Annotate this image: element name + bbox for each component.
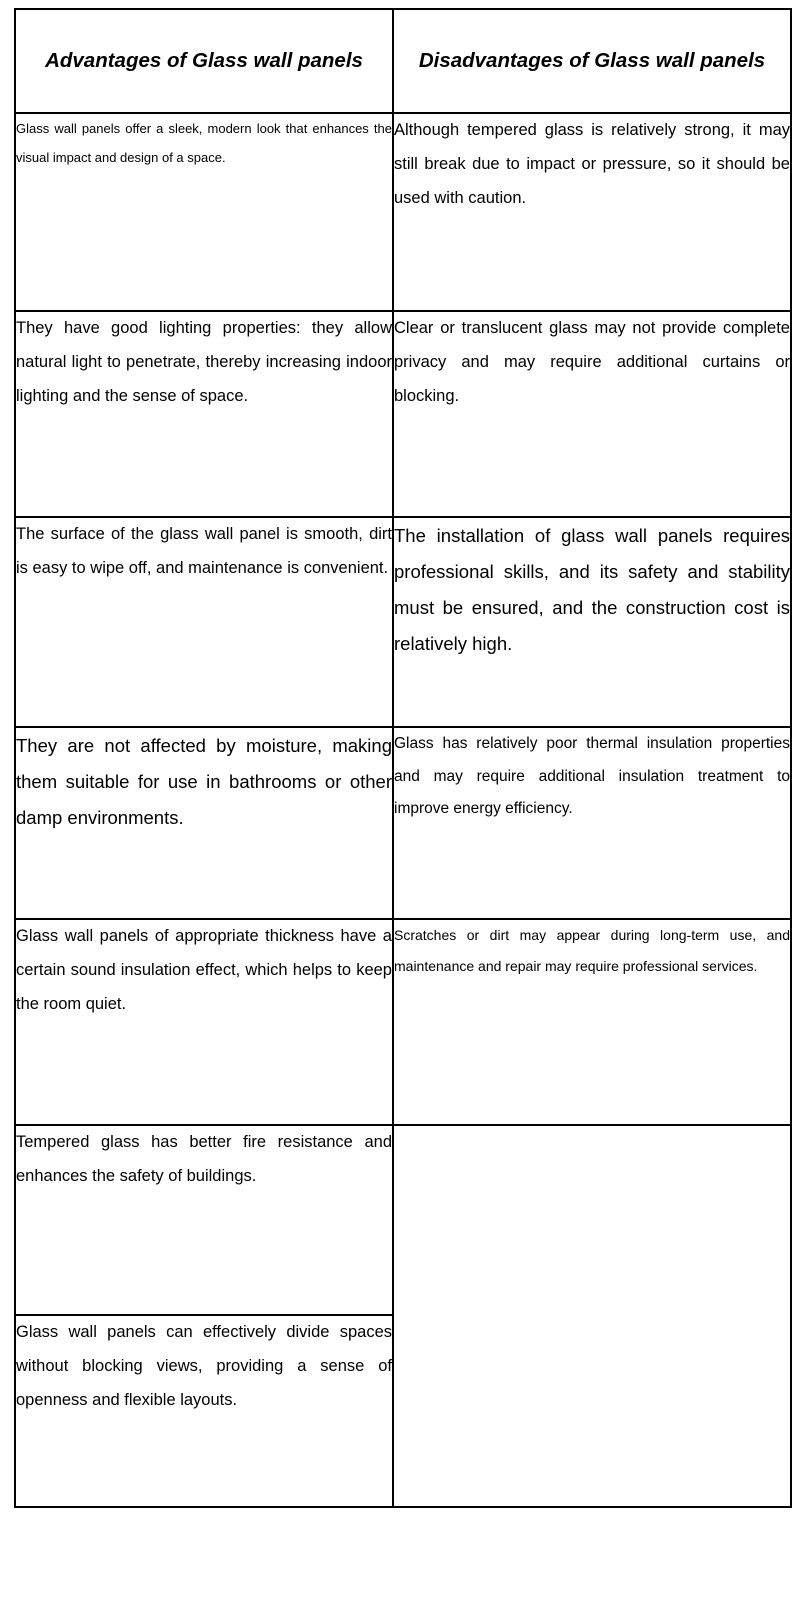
cell-text: They have good lighting properties: they allow natural light to penetrate, thereby increasing indoor lighting and the sense of space. <box>16 319 392 405</box>
cell-disadvantage-1 <box>393 113 791 311</box>
cell-advantage-5 <box>15 919 393 1125</box>
table-row <box>15 517 791 727</box>
table-header-row <box>15 9 791 113</box>
cell-text: Clear or translucent glass may not provide complete privacy and may require additional curtains or blocking. <box>394 319 790 405</box>
table-row <box>15 727 791 919</box>
cell-disadvantage-5 <box>393 919 791 1125</box>
cell-advantage-4 <box>15 727 393 919</box>
cell-text: Glass wall panels can effectively divide spaces without blocking views, providing a sense of openness and flexible layouts. <box>16 1323 392 1409</box>
table-row <box>15 919 791 1125</box>
cell-advantage-1 <box>15 113 393 311</box>
cell-disadvantage-4 <box>393 727 791 919</box>
column-header-advantages: Advantages of Glass wall panels <box>45 49 363 72</box>
cell-text: Glass wall panels of appropriate thickness have a certain sound insulation effect, which helps to keep the room quiet. <box>16 927 392 1013</box>
cell-text: Scratches or dirt may appear during long-term use, and maintenance and repair may require professional services. <box>394 927 790 974</box>
header-cell-advantages <box>15 9 393 113</box>
cell-text: Although tempered glass is relatively strong, it may still break due to impact or pressure, so it should be used with caution. <box>394 121 790 207</box>
cell-disadvantage-2 <box>393 311 791 517</box>
header-cell-disadvantages <box>393 9 791 113</box>
cell-text: Glass wall panels offer a sleek, modern look that enhances the visual impact and design of a space. <box>16 121 392 166</box>
comparison-table <box>14 8 792 1508</box>
cell-text: Tempered glass has better fire resistance and enhances the safety of buildings. <box>16 1133 392 1185</box>
cell-advantage-7 <box>15 1315 393 1507</box>
table-row <box>15 113 791 311</box>
cell-disadvantage-empty <box>393 1125 791 1507</box>
cell-text: The surface of the glass wall panel is smooth, dirt is easy to wipe off, and maintenance is convenient. <box>16 525 392 577</box>
table-row <box>15 1125 791 1315</box>
cell-advantage-2 <box>15 311 393 517</box>
cell-disadvantage-3 <box>393 517 791 727</box>
cell-text: They are not affected by moisture, making them suitable for use in bathrooms or other damp environments. <box>16 735 392 829</box>
column-header-disadvantages: Disadvantages of Glass wall panels <box>418 49 766 72</box>
cell-advantage-3 <box>15 517 393 727</box>
cell-text: Glass has relatively poor thermal insulation properties and may require additional insulation treatment to improve energy efficiency. <box>394 735 790 818</box>
cell-text: The installation of glass wall panels requires professional skills, and its safety and stability must be ensured, and the construction cost is relatively high. <box>394 525 790 655</box>
cell-advantage-6 <box>15 1125 393 1315</box>
table-row <box>15 311 791 517</box>
